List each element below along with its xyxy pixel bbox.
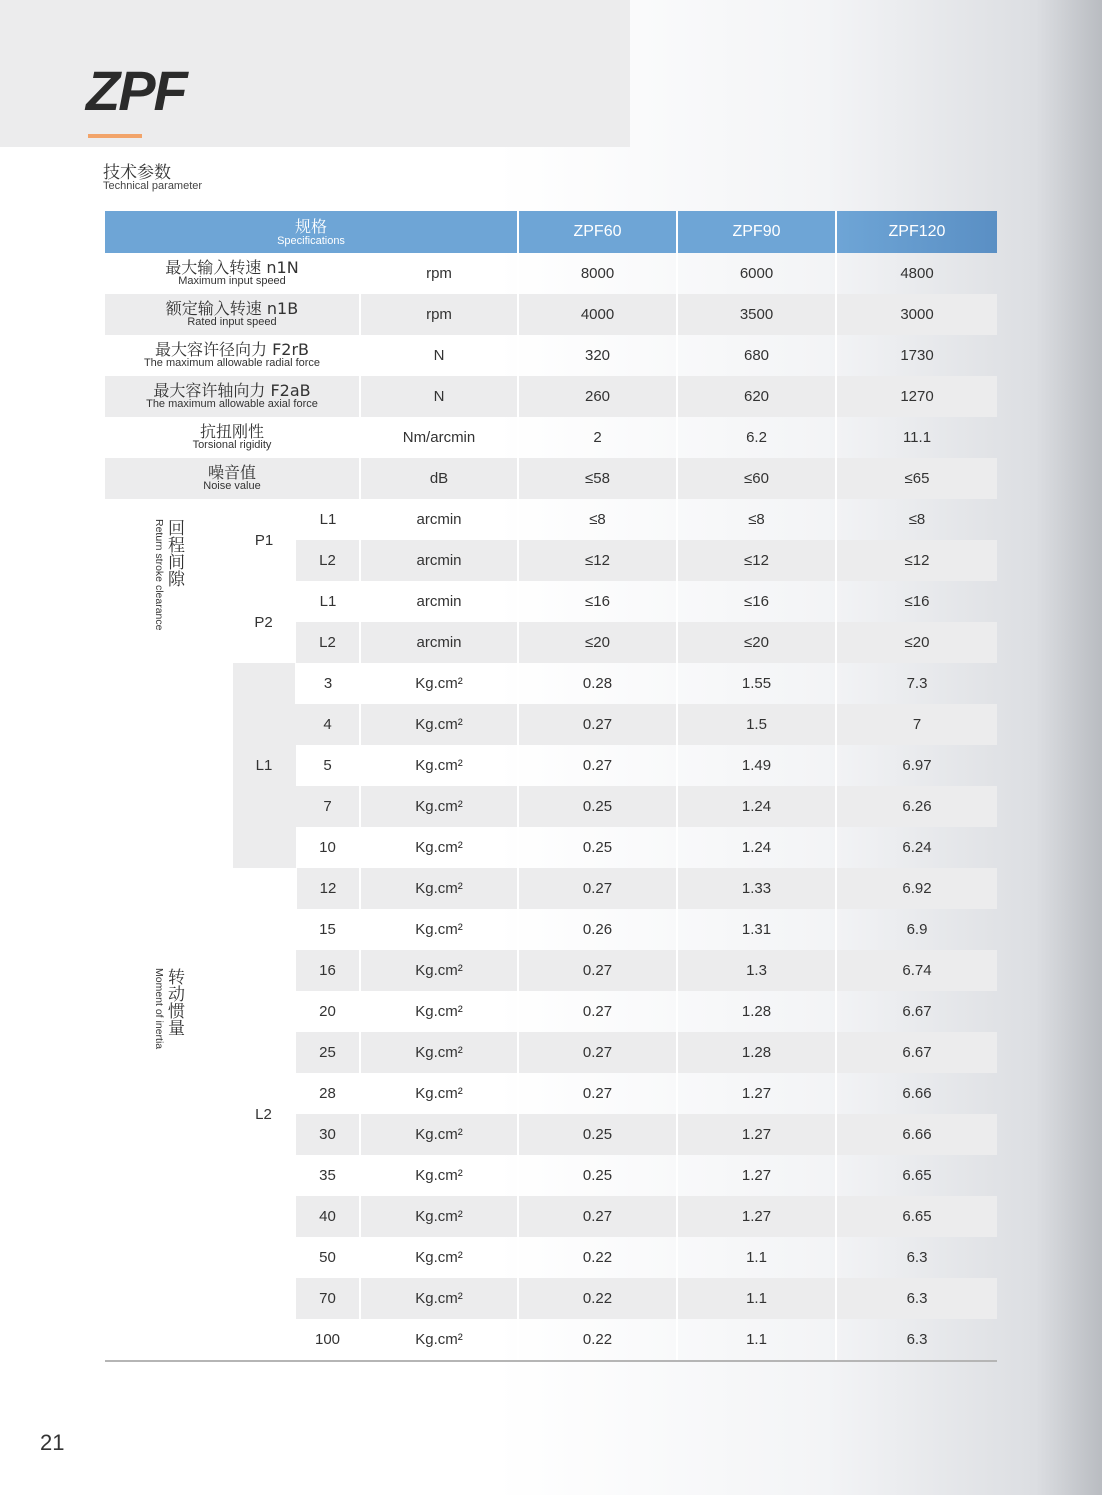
- value-cell: 7.3: [836, 663, 997, 704]
- table-row: [105, 663, 997, 704]
- unit-cell: Kg.cm²: [360, 827, 518, 868]
- unit-cell: arcmin: [360, 581, 518, 622]
- value-cell: ≤12: [677, 540, 836, 581]
- value-cell: 0.27: [518, 704, 677, 745]
- value-cell: 1.28: [677, 1032, 836, 1073]
- value-cell: 0.25: [518, 827, 677, 868]
- param-name-cn: 最大输入转速 n1N: [165, 258, 299, 277]
- model-header: ZPF120: [836, 211, 997, 253]
- param-name: [105, 253, 360, 294]
- ratio-cell: 35: [319, 1167, 336, 1184]
- value-cell: 320: [518, 335, 677, 376]
- unit-cell: rpm: [360, 294, 518, 335]
- value-cell: 260: [518, 376, 677, 417]
- unit-cell: Kg.cm²: [360, 950, 518, 991]
- value-cell: 6.66: [836, 1073, 997, 1114]
- value-cell: 1270: [836, 376, 997, 417]
- value-cell: 1.1: [677, 1237, 836, 1278]
- value-cell: 4800: [836, 253, 997, 294]
- spec-table: [105, 211, 997, 1362]
- value-cell: 6.92: [836, 868, 997, 909]
- value-cell: 4000: [518, 294, 677, 335]
- value-cell: ≤8: [518, 499, 677, 540]
- unit-cell: Kg.cm²: [360, 1319, 518, 1361]
- value-cell: 6.67: [836, 1032, 997, 1073]
- value-cell: 0.27: [518, 1032, 677, 1073]
- param-name-cn: 噪音值: [207, 463, 256, 482]
- value-cell: ≤16: [836, 581, 997, 622]
- unit-cell: dB: [360, 458, 518, 499]
- param-name-en: Noise value: [203, 480, 261, 492]
- value-cell: 1.1: [677, 1319, 836, 1361]
- value-cell: 1.27: [677, 1196, 836, 1237]
- value-cell: 0.28: [518, 663, 677, 704]
- unit-cell: Kg.cm²: [360, 786, 518, 827]
- unit-cell: Kg.cm²: [360, 991, 518, 1032]
- param-name-cn: 额定输入转速 n1B: [165, 299, 299, 318]
- value-cell: 6.24: [836, 827, 997, 868]
- unit-cell: Kg.cm²: [360, 1073, 518, 1114]
- param-name-cn: 抗扭刚性: [199, 422, 264, 441]
- param-name: [105, 458, 360, 499]
- value-cell: 6.3: [836, 1319, 997, 1361]
- value-cell: 1.1: [677, 1278, 836, 1319]
- ratio-cell: 70: [296, 1278, 360, 1319]
- ratio-cell: 5: [323, 757, 332, 774]
- value-cell: 0.25: [518, 1114, 677, 1155]
- backlash-group-label: [105, 499, 232, 663]
- value-cell: 6.2: [677, 417, 836, 458]
- value-cell: 6.74: [836, 950, 997, 991]
- ratio-cell: 100: [296, 1319, 360, 1361]
- spec-header-cell: [105, 211, 518, 253]
- value-cell: 6.97: [836, 745, 997, 786]
- value-cell: ≤16: [518, 581, 677, 622]
- table-row: [105, 294, 997, 335]
- ratio-cell: 20: [319, 1003, 336, 1020]
- unit-cell: Kg.cm²: [360, 1155, 518, 1196]
- unit-cell: rpm: [360, 253, 518, 294]
- param-name-en: Maximum input speed: [178, 275, 286, 287]
- value-cell: ≤60: [677, 458, 836, 499]
- unit-cell: Kg.cm²: [360, 745, 518, 786]
- page-number: 21: [40, 1430, 65, 1455]
- value-cell: 6.66: [836, 1114, 997, 1155]
- value-cell: 680: [677, 335, 836, 376]
- value-cell: 1.27: [677, 1073, 836, 1114]
- unit-cell: Kg.cm²: [360, 704, 518, 745]
- value-cell: 6.3: [836, 1278, 997, 1319]
- value-cell: 11.1: [836, 417, 997, 458]
- brand-title: ZPF: [86, 59, 186, 122]
- value-cell: 1.28: [677, 991, 836, 1032]
- value-cell: 0.26: [518, 909, 677, 950]
- value-cell: ≤20: [677, 622, 836, 663]
- spec-header-cn: 规格: [294, 216, 327, 236]
- param-name: [105, 335, 360, 376]
- param-name-en: Rated input speed: [187, 316, 277, 328]
- value-cell: ≤20: [836, 622, 997, 663]
- inertia-label-cn: 转动惯量: [164, 968, 184, 1036]
- unit-cell: N: [360, 376, 518, 417]
- param-name: [105, 376, 360, 417]
- param-name-cn: 最大容许轴向力 F2aB: [153, 381, 311, 400]
- value-cell: 1.27: [677, 1155, 836, 1196]
- value-cell: 6000: [677, 253, 836, 294]
- ratio-cell: 12: [296, 868, 360, 909]
- value-cell: 6.9: [836, 909, 997, 950]
- table-header-row: [105, 211, 997, 253]
- param-name: [105, 417, 360, 458]
- table-row: [105, 458, 997, 499]
- value-cell: 7: [836, 704, 997, 745]
- value-cell: 0.22: [518, 1278, 677, 1319]
- value-cell: 0.22: [518, 1237, 677, 1278]
- ratio-cell: 16: [296, 950, 360, 991]
- value-cell: 1.24: [677, 786, 836, 827]
- stage-group-label: L1: [232, 663, 296, 868]
- backlash-label-en: Return stroke clearance: [153, 519, 165, 631]
- value-cell: 0.25: [518, 786, 677, 827]
- value-cell: 0.27: [518, 950, 677, 991]
- ratio-cell: 30: [296, 1114, 360, 1155]
- ratio-cell: 3: [296, 663, 360, 704]
- unit-cell: Kg.cm²: [360, 868, 518, 909]
- value-cell: ≤16: [677, 581, 836, 622]
- inertia-vertical-label: [105, 968, 231, 1049]
- value-cell: 1.5: [677, 704, 836, 745]
- value-cell: ≤8: [677, 499, 836, 540]
- unit-cell: arcmin: [360, 622, 518, 663]
- model-header: ZPF90: [677, 211, 836, 253]
- ratio-cell: 50: [319, 1249, 336, 1266]
- brand-accent-bar: [88, 134, 142, 138]
- unit-cell: Kg.cm²: [360, 1196, 518, 1237]
- inertia-label-en: Moment of inertia: [153, 968, 165, 1050]
- unit-cell: arcmin: [360, 540, 518, 581]
- param-name-cn: 最大容许径向力 F2rB: [154, 340, 310, 359]
- table-row: [105, 581, 997, 622]
- ratio-cell: 40: [296, 1196, 360, 1237]
- value-cell: 6.65: [836, 1155, 997, 1196]
- value-cell: 0.27: [518, 868, 677, 909]
- value-cell: 3500: [677, 294, 836, 335]
- value-cell: 6.67: [836, 991, 997, 1032]
- unit-cell: Kg.cm²: [360, 909, 518, 950]
- value-cell: 1.3: [677, 950, 836, 991]
- value-cell: 620: [677, 376, 836, 417]
- table-row: [105, 417, 997, 458]
- backlash-label-cn: 回程间隙: [164, 519, 184, 587]
- section-title-en: Technical parameter: [103, 180, 203, 192]
- table-body: [105, 253, 997, 1361]
- param-name-en: The maximum allowable radial force: [143, 357, 321, 369]
- value-cell: ≤8: [836, 499, 997, 540]
- value-cell: 0.27: [518, 745, 677, 786]
- ratio-cell: 4: [296, 704, 360, 745]
- value-cell: 0.27: [518, 1196, 677, 1237]
- precision-group-label: P1: [232, 499, 296, 581]
- unit-cell: Kg.cm²: [360, 663, 518, 704]
- spec-header-en: Specifications: [277, 234, 345, 247]
- precision-group-label: P2: [232, 581, 296, 663]
- unit-cell: Kg.cm²: [360, 1278, 518, 1319]
- param-name: [105, 294, 360, 335]
- value-cell: 8000: [518, 253, 677, 294]
- value-cell: ≤12: [836, 540, 997, 581]
- section-title-cn: 技术参数: [103, 163, 171, 183]
- model-header: ZPF60: [518, 211, 677, 253]
- unit-cell: N: [360, 335, 518, 376]
- value-cell: ≤20: [518, 622, 677, 663]
- table-row: [105, 253, 997, 294]
- value-cell: 1.27: [677, 1114, 836, 1155]
- stage-group-label: L2: [232, 868, 296, 1361]
- value-cell: 1.24: [677, 827, 836, 868]
- value-cell: 6.26: [836, 786, 997, 827]
- value-cell: 1.31: [677, 909, 836, 950]
- ratio-cell: 28: [319, 1085, 336, 1102]
- param-name-en: Torsional rigidity: [192, 439, 272, 451]
- ratio-cell: 15: [319, 921, 336, 938]
- ratio-cell: 7: [296, 786, 360, 827]
- param-name-en: The maximum allowable axial force: [146, 398, 318, 410]
- unit-cell: arcmin: [360, 499, 518, 540]
- table-row: [105, 499, 997, 540]
- value-cell: 0.27: [518, 991, 677, 1032]
- value-cell: 3000: [836, 294, 997, 335]
- backlash-vertical-label: [105, 519, 231, 630]
- value-cell: 1.55: [677, 663, 836, 704]
- value-cell: ≤65: [836, 458, 997, 499]
- value-cell: ≤58: [518, 458, 677, 499]
- value-cell: 1730: [836, 335, 997, 376]
- unit-cell: Kg.cm²: [360, 1032, 518, 1073]
- ratio-cell: 25: [296, 1032, 360, 1073]
- stage-cell: L1: [296, 499, 360, 540]
- value-cell: 2: [518, 417, 677, 458]
- stage-cell: L2: [296, 540, 360, 581]
- stage-cell: L1: [296, 581, 360, 622]
- stage-cell: L2: [296, 622, 360, 663]
- value-cell: 0.25: [518, 1155, 677, 1196]
- table-row: [105, 868, 997, 909]
- table-row: [105, 376, 997, 417]
- unit-cell: Kg.cm²: [360, 1114, 518, 1155]
- value-cell: 1.33: [677, 868, 836, 909]
- value-cell: 0.22: [518, 1319, 677, 1361]
- unit-cell: Nm/arcmin: [360, 417, 518, 458]
- inertia-group-label: [105, 663, 232, 1361]
- value-cell: 1.49: [677, 745, 836, 786]
- value-cell: 6.65: [836, 1196, 997, 1237]
- ratio-cell: 10: [319, 839, 336, 856]
- unit-cell: Kg.cm²: [360, 1237, 518, 1278]
- value-cell: ≤12: [518, 540, 677, 581]
- value-cell: 0.27: [518, 1073, 677, 1114]
- value-cell: 6.3: [836, 1237, 997, 1278]
- table-row: [105, 335, 997, 376]
